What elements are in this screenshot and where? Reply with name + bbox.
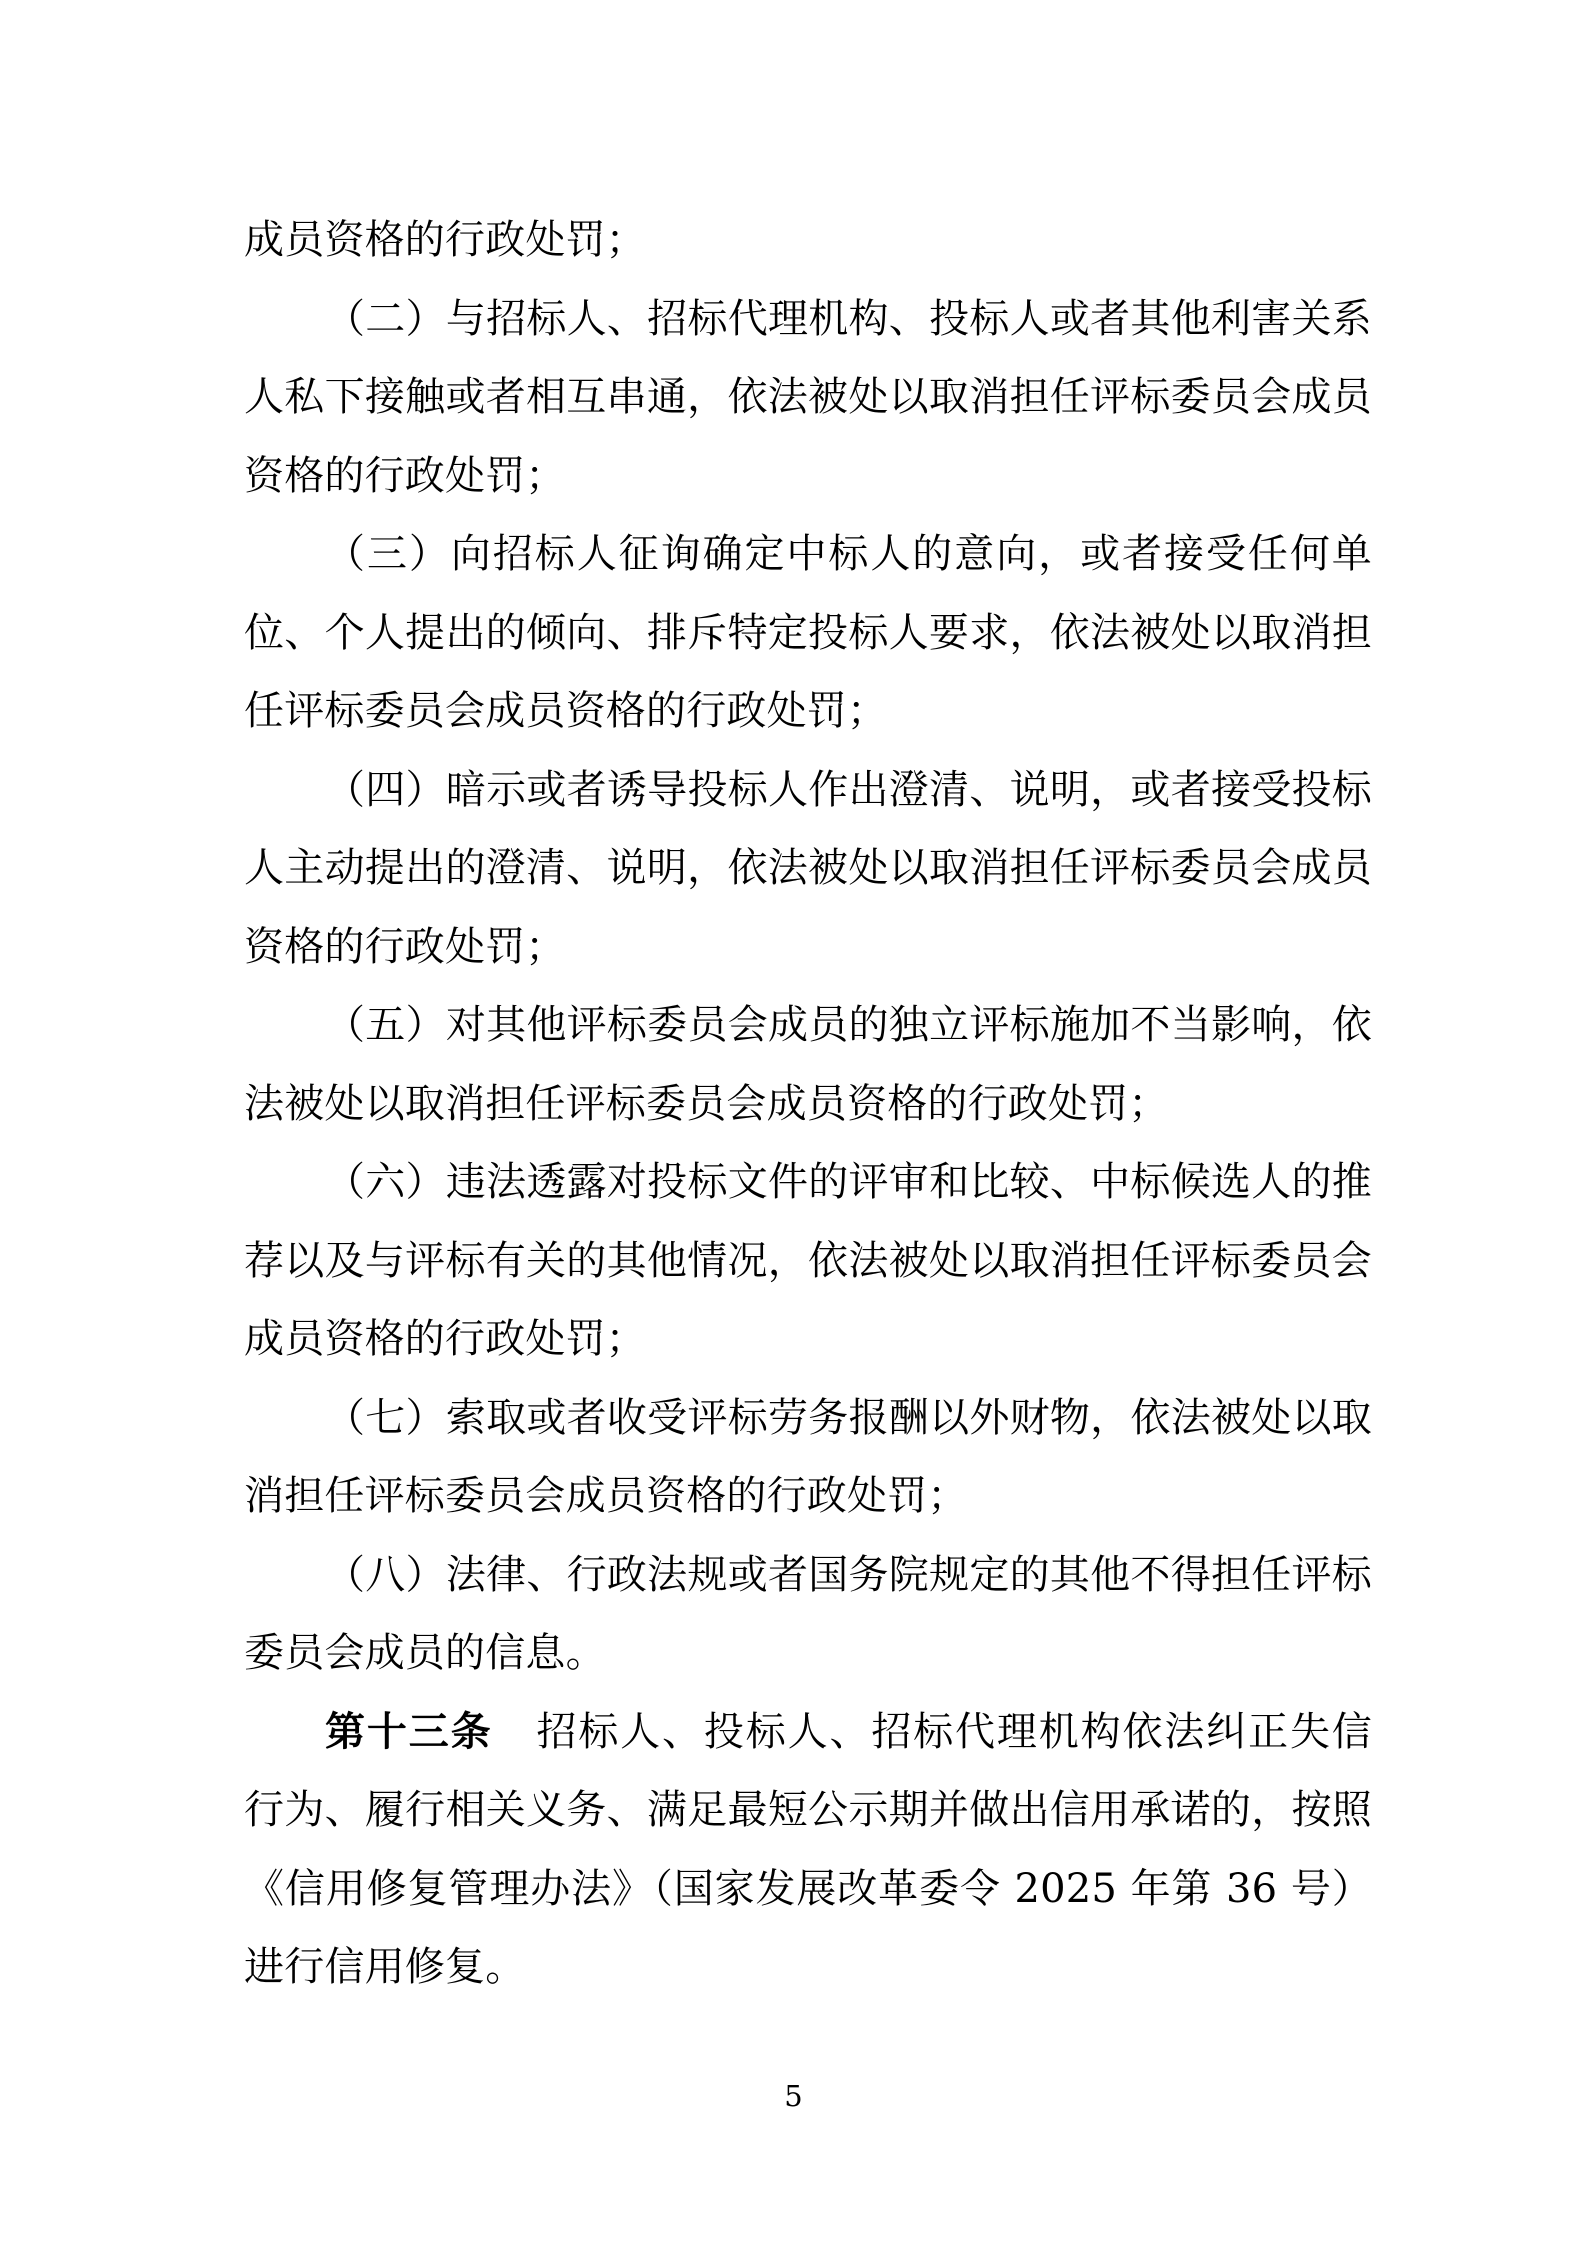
document-body: [244, 201, 1372, 2007]
article-number: 第十三条: [325, 1707, 493, 1755]
paragraph: （八）法律、行政法规或者国务院规定的其他不得担任评标委员会成员的信息。: [244, 1551, 1372, 1676]
paragraph: （四）暗示或者诱导投标人作出澄清、说明，或者接受投标人主动提出的澄清、说明，依法被处以取消担任评标委员会成员资格的行政处罚；: [244, 766, 1372, 970]
paragraph: （七）索取或者收受评标劳务报酬以外财物，依法被处以取消担任评标委员会成员资格的行政处罚；: [244, 1394, 1372, 1519]
page-number: 5: [784, 2079, 803, 2113]
paragraph: （六）违法透露对投标文件的评审和比较、中标候选人的推荐以及与评标有关的其他情况，依法被处以取消担任评标委员会成员资格的行政处罚；: [244, 1159, 1372, 1362]
paragraph: （五）对其他评标委员会成员的独立评标施加不当影响，依法被处以取消担任评标委员会成员资格的行政处罚；: [244, 1002, 1372, 1127]
paragraph: （三）向招标人征询确定中标人的意向，或者接受任何单位、个人提出的倾向、排斥特定投标人要求，依法被处以取消担任评标委员会成员资格的行政处罚；: [244, 531, 1372, 734]
paragraph: 成员资格的行政处罚；: [244, 217, 646, 263]
paragraph: （二）与招标人、招标代理机构、投标人或者其他利害关系人私下接触或者相互串通，依法被处以取消担任评标委员会成员资格的行政处罚；: [244, 295, 1372, 499]
paragraph: 第十三条 招标人、投标人、招标代理机构依法纠正失信行为、履行相关义务、满足最短公示期并做出信用承诺的，按照《信用修复管理办法》（国家发展改革委令 2025 年第 36 号）进行信用修复。: [244, 1707, 1372, 1990]
